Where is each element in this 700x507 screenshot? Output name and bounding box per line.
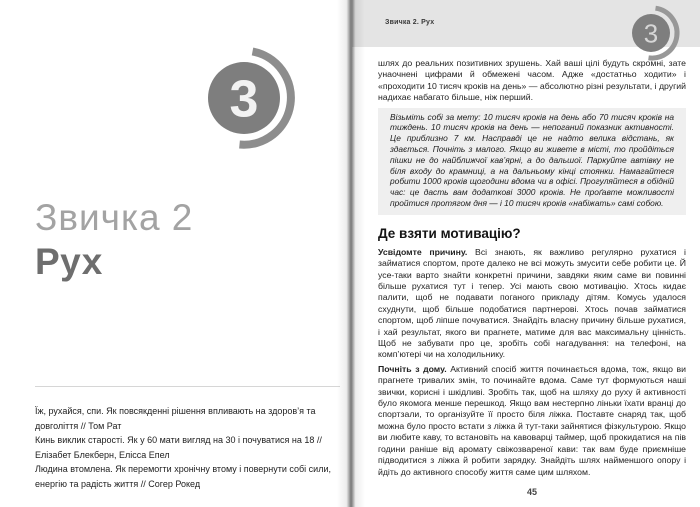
chapter-title xyxy=(35,196,193,284)
text-column xyxy=(378,58,686,497)
book-reference-list xyxy=(35,404,341,492)
right-page xyxy=(352,0,700,507)
book-reference: Кинь виклик старості. Як у 60 мати вигляд на 30 і почуватися на 18 // Елізабет Блекберн, Елісса Епел xyxy=(35,435,322,460)
motivation-body: Всі знають, як важливо регулярно рухатися і займатися спортом, проте далеко не всі можуть змусити себе робити це. Й усе-таки варто знайти конкретні причини, завдяки яким саме ви повинні більше рухатися тут і тепер. Усі мають свою мотивацію. Хтось кидає палити, щоб не подавати поганого прикладу дітям. Комусь удалося схуднути, щоб більше подобатися партнерові. Хтось почав займатися спортом, щоб ліпше почуватися. Знайдіть власну причину більше рухатися, і хай результат, якого ви прагнете, матиме для вас максимальну цінність. Щоб не забувати про це, зробіть собі нагадування: на телефоні, на комп’ютері чи на холодильнику. xyxy=(378,246,686,360)
home-lead: Почніть з дому. xyxy=(378,363,447,374)
home-body: Активний спосіб життя починається вдома, тож, якщо ви прагнете тривалих змін, то починайте вдома. Саме тут формуються наші звички, корисні і шкідливі. Зробіть так, щоб на шляху до руху й активності було якомога менше перешкод. Якщо вам нестерпно ліньки їхати вранці до спортзали, то організуйте її просто біля ліжка. Поставте снаряд так, щоб можна було просто встати з ліжка й тут-таки зайнятися фізкультурою. Якщо ви любите каву, то встановіть на кавоварці таймер, щоб прокидатися на пів години раніше від аромату свіжозвареної кави: так вам буде приємніше підводитися з ліжка й робити зарядку. Знайдіть шлях найменшого опору і йдіть до активного способу життя саме цим шляхом. xyxy=(378,363,686,477)
running-head: Звичка 2. Рух xyxy=(385,19,435,26)
chapter-badge xyxy=(198,46,308,156)
section-heading: Де взяти мотивацію? xyxy=(378,225,521,241)
page-number: 45 xyxy=(526,486,537,497)
book-reference: Їж, рухайся, спи. Як повсякденні рішення впливають на здоров’я та довголіття // Том Рат xyxy=(35,406,316,431)
motivation-lead: Усвідомте причину. xyxy=(378,246,468,257)
chapter-badge-icon xyxy=(198,46,308,156)
steps-goal-callout: Візьміть собі за мету: 10 тисяч кроків на день або 70 тисяч кроків на тиждень. 10 тисяч кроків на день — непоганий показник активності. Це приблизно 7 км. Насправді це не надто велика відстань, як здається. Почніть з малого. Якщо ви живете в місті, то пройдіться пішки не до найближчої кав’ярні, а до дальшої. Паркуйте автівку не біля входу до крамниці, а на дальньому кінці стоянки. Намагайтеся робити 1000 кроків щогодини вдома чи в офісі. Прогуляйтеся в обідній час: це дасть вам додаткові 3000 кроків. Не проґавте можливості пройтися протягом дня — і 10 тисяч кроків «набіжать» самі собою. xyxy=(378,108,686,215)
home-paragraph xyxy=(378,364,686,478)
chapter-number: 3 xyxy=(229,70,259,129)
mini-chapter-number: 3 xyxy=(643,18,659,49)
chapter-title-bold: Рух xyxy=(35,241,103,282)
motivation-paragraph xyxy=(378,247,686,361)
book-reference: Людина втомлена. Як перемогти хронічну втому і повернути собі сили, енергію та радість життя // Согер Рокед xyxy=(35,464,331,489)
chapter-title-light: Звичка 2 xyxy=(35,197,194,238)
intro-paragraph: шлях до реальних позитивних зрушень. Хай ваші цілі будуть скромні, зате унаочнені цифрами й обмежені часом. Адже «достатньо ходити» і «проходити 10 тисяч кроків на день» — абсолютно різні результати, і другий надихає набагато більше, ніж перший. xyxy=(378,58,686,103)
divider xyxy=(35,386,340,387)
